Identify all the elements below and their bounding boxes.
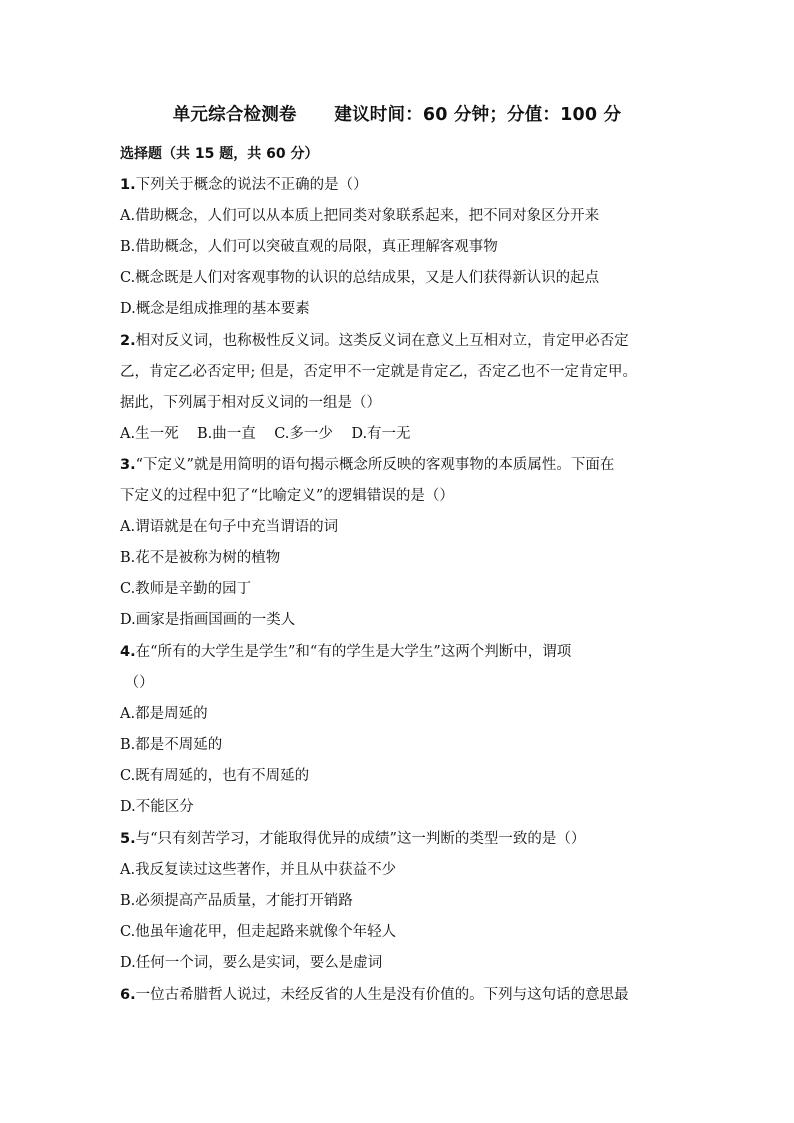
question-number: 3.: [120, 457, 136, 473]
question-number: 1.: [120, 177, 136, 193]
question-4-option-d: D.不能区分: [120, 799, 194, 815]
question-3-option-d: D.画家是指画国画的一类人: [120, 612, 296, 628]
question-text: 相对反义词，也称极性反义词。这类反义词在意义上互相对立，肯定甲必否定: [135, 333, 629, 349]
question-5-option-d: D.任何一个词，要么是实词，要么是虚词: [120, 955, 383, 971]
question-text: 与“只有刻苦学习，才能取得优异的成绩”这一判断的类型一致的是（）: [135, 831, 586, 847]
question-text: 下列关于概念的说法不正确的是（）: [135, 177, 368, 193]
question-4-option-a: A.都是周延的: [120, 706, 208, 722]
question-2-stem: [120, 331, 629, 351]
question-1-option-b: B.借助概念，人们可以突破直观的局限，真正理解客观事物: [120, 239, 498, 255]
question-5-option-c: C.他虽年逾花甲，但走起路来就像个年轻人: [120, 924, 397, 940]
question-4-stem-line: （）: [120, 675, 154, 691]
question-number: 4.: [120, 644, 136, 660]
question-1-option-c: C.概念既是人们对客观事物的认识的总结成果，又是人们获得新认识的起点: [120, 270, 600, 286]
question-number: 2.: [120, 333, 136, 349]
question-4-option-b: B.都是不周延的: [120, 737, 223, 753]
question-4-option-c: C.既有周延的，也有不周延的: [120, 768, 310, 784]
question-5-option-a: A.我反复读过这些著作，并且从中获益不少: [120, 862, 397, 878]
question-5-stem: [120, 829, 585, 849]
question-1-option-a: A.借助概念，人们可以从本质上把同类对象联系起来，把不同对象区分开来: [120, 208, 600, 224]
question-2-stem-line: 乙，肯定乙必否定甲; 但是，否定甲不一定就是肯定乙，否定乙也不一定肯定甲。: [120, 364, 637, 380]
question-3-option-b: B.花不是被称为树的植物: [120, 550, 281, 566]
question-3-stem-line: 下定义的过程中犯了“比喻定义”的逻辑错误的是（）: [120, 488, 454, 504]
question-6-stem: [120, 985, 629, 1005]
question-3-stem: [120, 455, 614, 475]
page-title: 单元综合检测卷 建议时间：60 分钟；分值：100 分: [172, 105, 622, 125]
question-2-stem-line: 据此，下列属于相对反义词的一组是（）: [120, 395, 381, 411]
section-heading: 选择题（共 15 题，共 60 分）: [120, 146, 319, 162]
question-number: 5.: [120, 831, 136, 847]
question-text: “下定义”就是用简明的语句揭示概念所反映的客观事物的本质属性。下面在: [135, 457, 615, 473]
question-3-option-a: A.谓语就是在句子中充当谓语的词: [120, 519, 339, 535]
question-3-option-c: C.教师是辛勤的园丁: [120, 581, 252, 597]
question-text: 一位古希腊哲人说过，未经反省的人生是没有价值的。下列与这句话的意思最: [135, 987, 629, 1003]
question-2-options: A.生一死 B.曲一直 C.多一少 D.有一无: [120, 426, 411, 442]
question-number: 6.: [120, 987, 136, 1003]
question-text: 在“所有的大学生是学生”和“有的学生是大学生”这两个判断中，谓项: [135, 644, 572, 660]
question-5-option-b: B.必须提高产品质量，才能打开销路: [120, 893, 353, 909]
question-4-stem: [120, 642, 571, 662]
question-1-stem: [120, 175, 368, 195]
question-1-option-d: D.概念是组成推理的基本要素: [120, 301, 310, 317]
